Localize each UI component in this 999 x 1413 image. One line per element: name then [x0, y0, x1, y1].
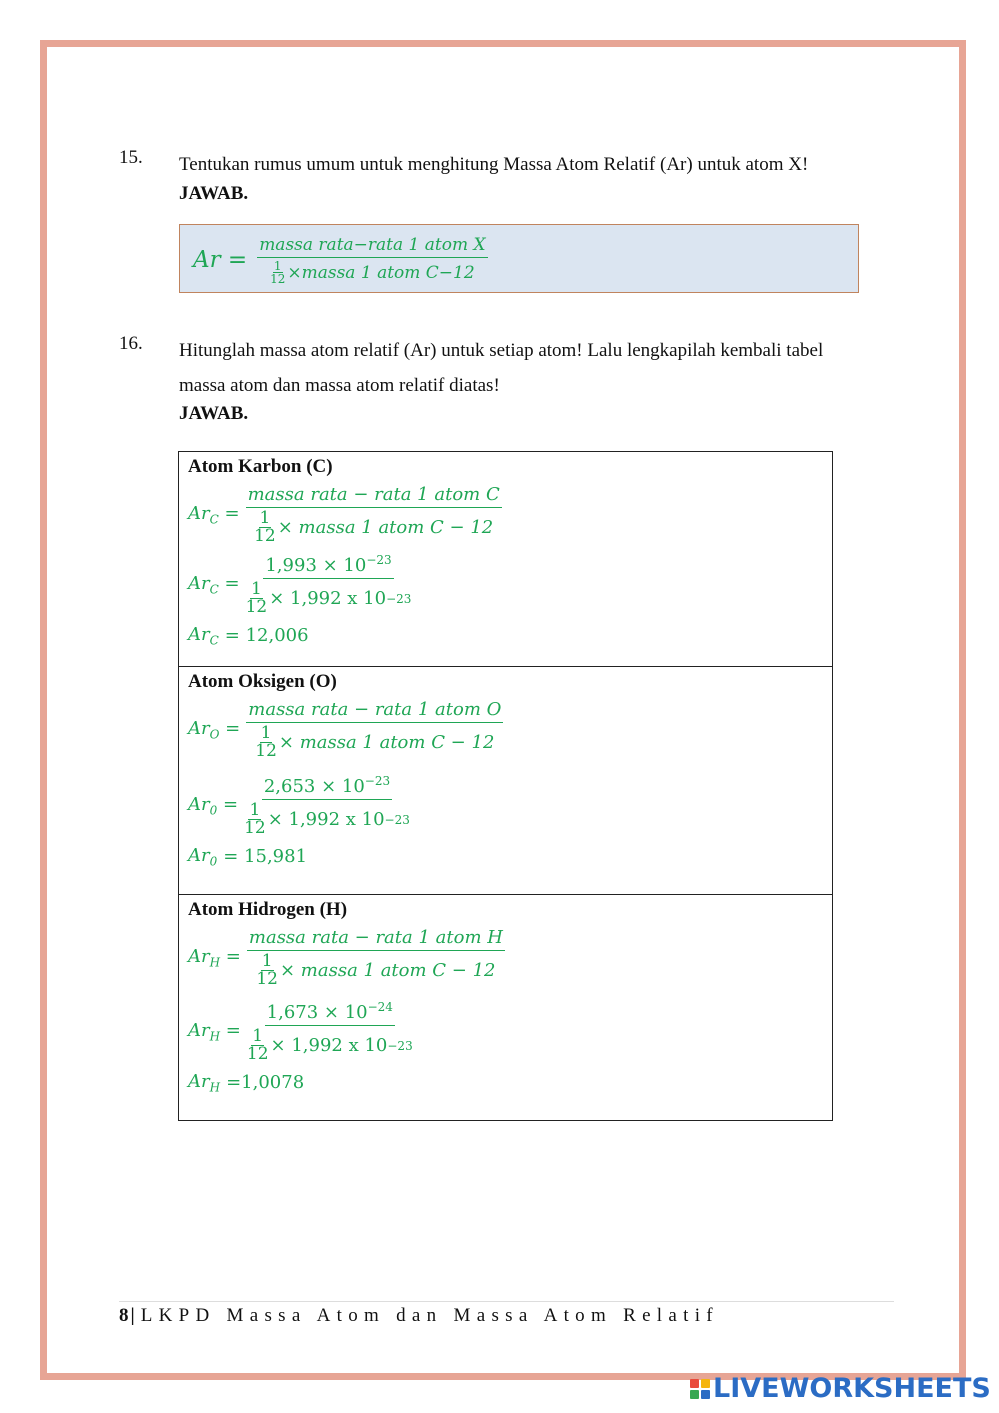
answer-label: JAWAB. [179, 403, 249, 424]
equation-lhs: $Ar_C$ = [188, 502, 240, 527]
atom-title: Atom Oksigen (O) [188, 671, 337, 692]
formula-equation [188, 484, 823, 545]
table-row [179, 667, 833, 895]
calculation-equation [188, 553, 823, 616]
fraction-denominator: $\frac{1}{12}$ × 1,992 x 10 −23 [246, 1026, 413, 1064]
equation-fraction [246, 553, 412, 616]
equation-fraction [246, 484, 502, 545]
footer-separator: | [130, 1305, 135, 1326]
answer-label: JAWAB. [179, 183, 249, 204]
result-equation: $Ar_0$ = 15,981 [188, 845, 308, 869]
formula-denominator [270, 258, 475, 285]
fraction-denominator: $\frac{1}{12}$ × massa 1 atom C − 12 [254, 508, 494, 546]
result-value: = 12,006 [224, 625, 309, 647]
small-fraction [270, 260, 285, 285]
formula-fraction [257, 235, 487, 285]
formula-numerator: massa rata−rata 1 atom X [257, 235, 487, 258]
atom-cell-hydrogen [179, 895, 833, 1121]
fraction-denominator: $\frac{1}{12}$ × 1,992 x 10 −23 [245, 579, 412, 617]
formula-lhs: Ar = [193, 247, 248, 273]
equation-fraction [244, 774, 410, 837]
calculation-equation [188, 1000, 823, 1063]
page-number: 8 [119, 1305, 129, 1326]
fraction-denominator: $\frac{1}{12}$ × massa 1 atom C − 12 [256, 951, 496, 989]
equation-lhs: $Ar_H$ = [188, 945, 241, 970]
equation-lhs: $Ar_0$ = [188, 793, 239, 818]
small-fraction-den: 12 [270, 272, 286, 286]
fraction-numerator: massa rata − rata 1 atom H [247, 927, 505, 951]
footer-divider [119, 1301, 894, 1302]
atom-title: Atom Hidrogen (H) [188, 899, 348, 920]
equation-fraction [247, 927, 505, 988]
table-row [179, 895, 833, 1121]
fraction-denominator: $\frac{1}{12}$ × massa 1 atom C − 12 [255, 723, 495, 761]
footer-title: LKPD Massa Atom dan Massa Atom Relatif [140, 1305, 719, 1326]
result-value: = 15,981 [223, 846, 308, 868]
fraction-numerator: $1,673 \times 10^{-24}$ [265, 1000, 395, 1026]
result-equation: $Ar_C$ = 12,006 [188, 624, 309, 648]
fraction-numerator: $1,993 \times 10^{-23}$ [263, 553, 393, 579]
calculation-equation [188, 774, 823, 837]
result-equation: $Ar_H$ =1,0078 [188, 1071, 305, 1095]
fraction-numerator: massa rata − rata 1 atom C [246, 484, 502, 508]
atom-cell-oxygen [179, 667, 833, 895]
equation-fraction [246, 699, 503, 760]
fraction-numerator: $2,653 \times 10^{-23}$ [262, 774, 392, 800]
atom-cell-carbon [179, 452, 833, 667]
question-text: Tentukan rumus umum untuk menghitung Massa Atom Relatif (Ar) untuk atom X! [179, 154, 809, 175]
answer-table [178, 451, 833, 1121]
atom-title: Atom Karbon (C) [188, 456, 333, 477]
general-formula-box [179, 224, 859, 293]
fraction-denominator: $\frac{1}{12}$ × 1,992 x 10 −23 [244, 800, 410, 838]
equation-lhs: $Ar_C$ = [188, 572, 240, 597]
result-value: =1,0078 [226, 1072, 305, 1094]
formula-denominator-rest: ×massa 1 atom C−12 [287, 262, 475, 283]
table-row [179, 452, 833, 667]
liveworksheets-icon [690, 1379, 710, 1399]
formula-equation [188, 927, 823, 988]
formula-equation [188, 699, 823, 760]
fraction-numerator: massa rata − rata 1 atom O [246, 699, 503, 723]
equation-fraction [247, 1000, 413, 1063]
question-number: 16. [119, 333, 143, 354]
question-text: Hitunglah massa atom relatif (Ar) untuk setiap atom! Lalu lengkapilah kembali tabel massa atom dan massa atom relatif diatas! [179, 340, 824, 396]
page-footer [119, 1305, 719, 1327]
question-number: 15. [119, 147, 143, 168]
liveworksheets-wordmark: LIVEWORKSHEETS [713, 1373, 991, 1404]
equation-lhs: $Ar_O$ = [188, 717, 241, 742]
small-fraction-num: 1 [273, 259, 282, 273]
equation-lhs: $Ar_H$ = [188, 1019, 241, 1044]
liveworksheets-logo [690, 1373, 991, 1404]
